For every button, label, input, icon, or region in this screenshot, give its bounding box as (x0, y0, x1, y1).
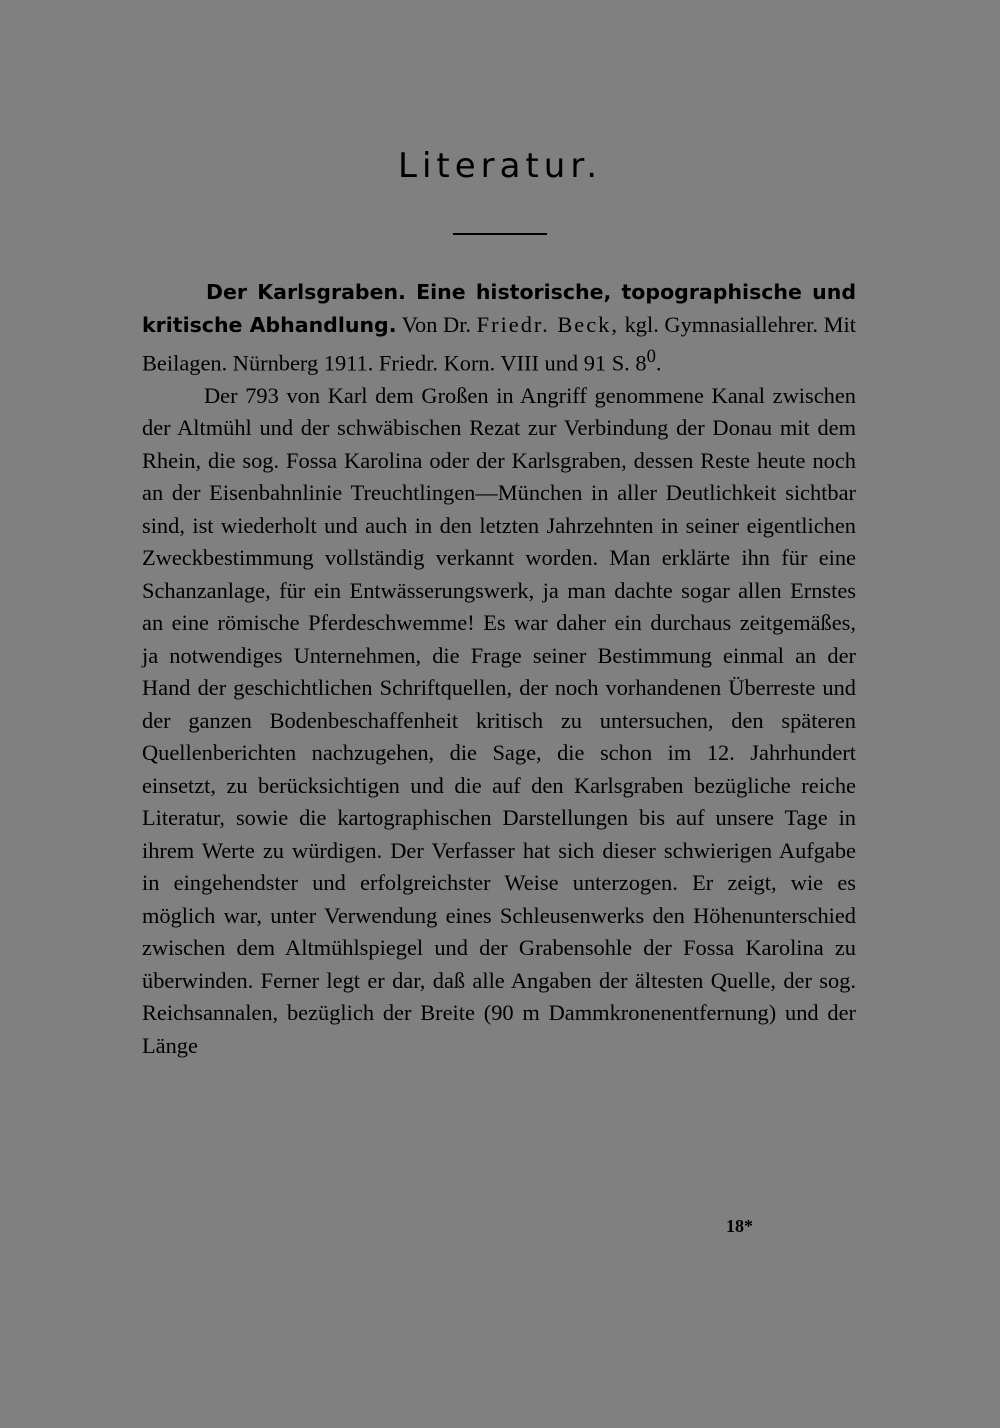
bibliographic-header (142, 276, 856, 380)
author-name: Friedr. Beck, (476, 311, 619, 337)
book-title: Der Karlsgraben. Eine historische, topographische und kritische Abhandlung. (142, 280, 856, 337)
publication-details: kgl. Gymnasiallehrer. Mit Beilagen. Nürnberg 1911. Friedr. Korn. VIII und 91 S. 8 (142, 311, 856, 376)
format-superscript: 0 (646, 346, 656, 367)
signature-mark: 18* (726, 1216, 753, 1236)
page-title: Literatur. (398, 146, 602, 186)
title-divider (453, 233, 547, 235)
review-body: Der 793 von Karl dem Großen in Angriff genommene Kanal zwischen der Altmühl und der schwäbischen Rezat zur Verbindung der Donau mit dem Rhein, die sog. Fossa Karolina oder der Karlsgraben, dessen Reste heute noch an der Eisenbahnlinie Treuchtlingen—München in aller Deutlichkeit sichtbar sind, ist wiederholt und auch in den letzten Jahrzehnten in seiner eigentlichen Zweckbestimmung vollständig verkannt worden. Man erklärte ihn für eine Schanzanlage, für ein Entwässerungswerk, ja man dachte sogar allen Ernstes an eine römische Pferdeschwemme! Es war daher ein durchaus zeitgemäßes, ja notwendiges Unternehmen, die Frage seiner Bestimmung einmal an der Hand der geschichtlichen Schriftquellen, der noch vorhandenen Überreste und der ganzen Bodenbeschaffenheit kritisch zu untersuchen, den späteren Quellenberichten nachzugehen, die Sage, die schon im 12. Jahrhundert einsetzt, zu berücksichtigen und die auf den Karlsgraben bezügliche reiche Literatur, sowie die kartographischen Darstellungen bis auf unsere Tage in ihrem Werte zu würdigen. Der Verfasser hat sich dieser schwierigen Aufgabe in eingehendster und erfolgreichster Weise unterzogen. Er zeigt, wie es möglich war, unter Verwendung eines Schleusenwerks den Höhenunterschied zwischen dem Altmühlspiegel und der Grabensohle der Fossa Karolina zu überwinden. Ferner legt er dar, daß alle Angaben der ältesten Quelle, der sog. Reichsannalen, bezüglich der Breite (90 m Dammkronenentfernung) und der Länge (142, 382, 856, 1058)
author-prefix: Von Dr. (401, 311, 472, 337)
format-end: . (655, 350, 662, 376)
review-entry (142, 276, 856, 1062)
